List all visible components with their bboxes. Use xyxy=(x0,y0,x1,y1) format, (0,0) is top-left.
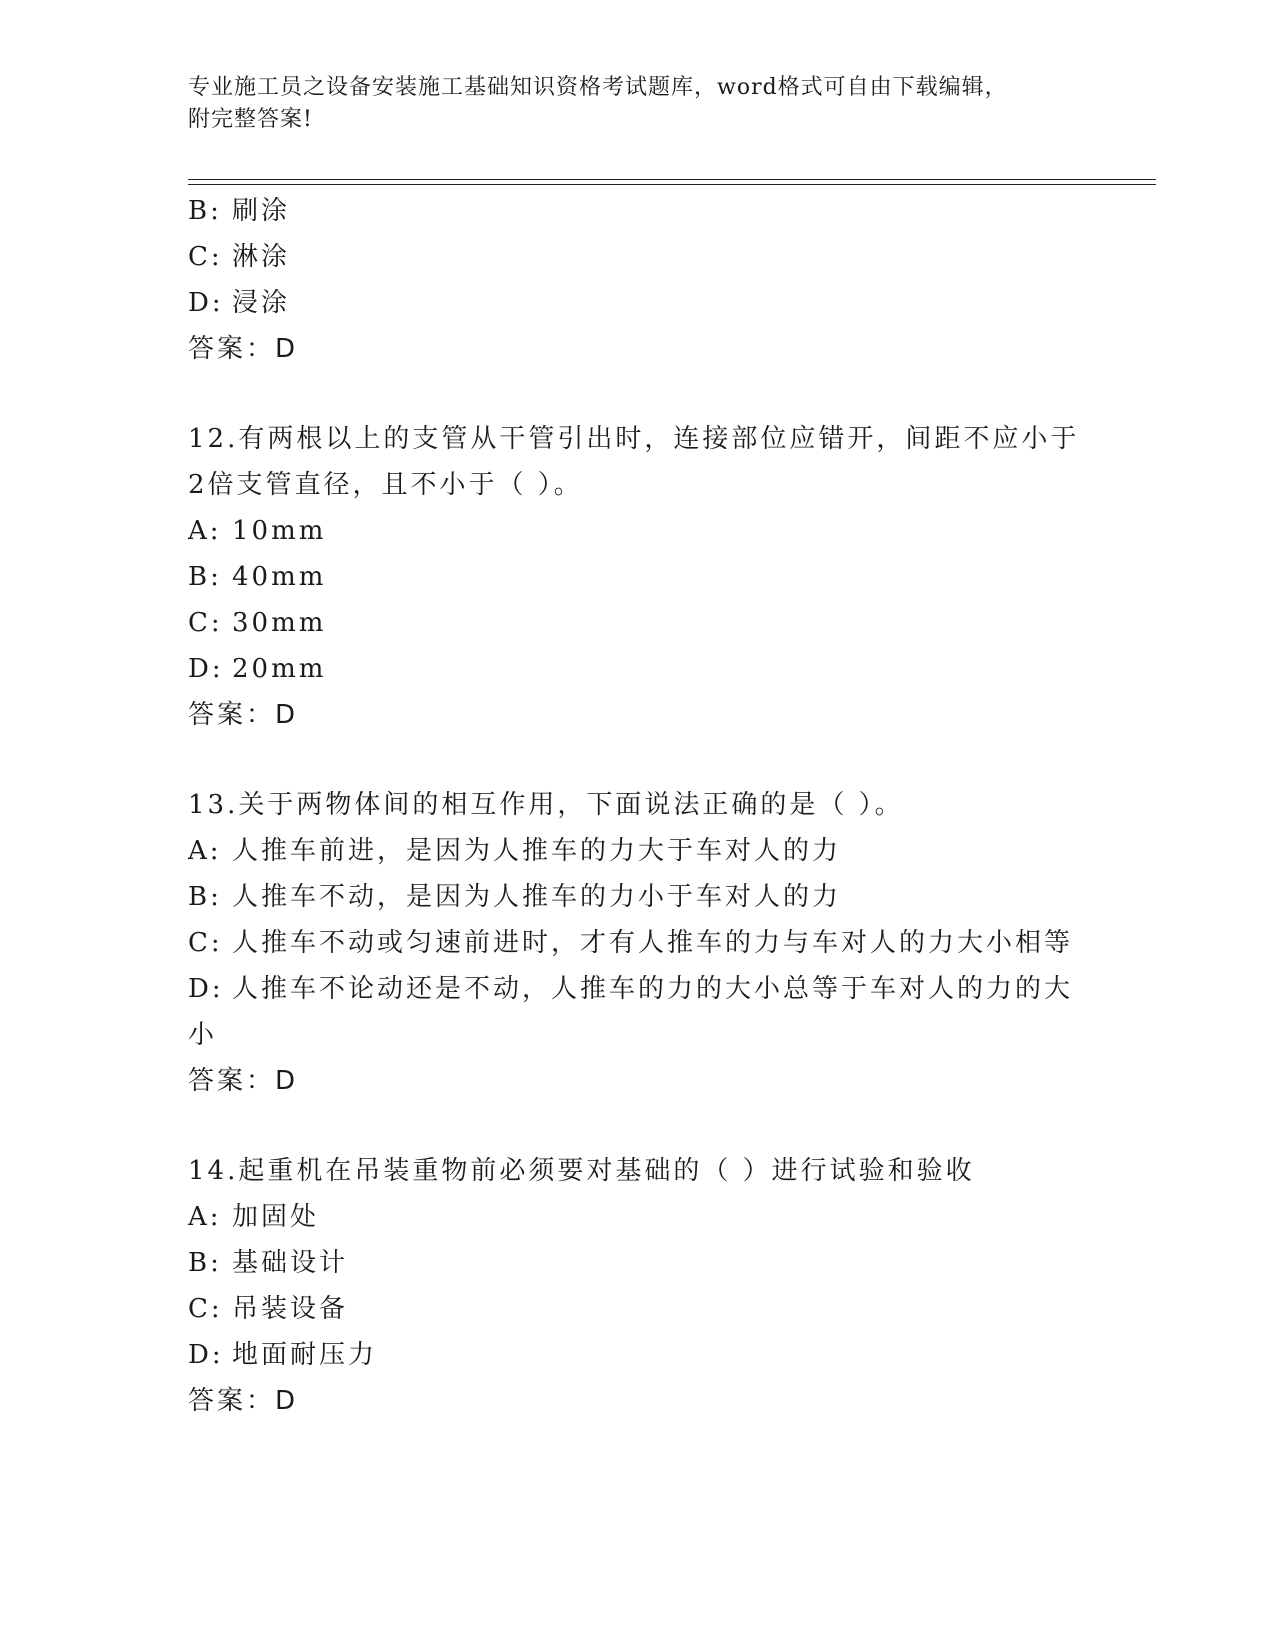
question-12 xyxy=(188,416,1088,738)
header-rule-top xyxy=(188,179,1156,180)
header-line-2: 附完整答案! xyxy=(188,107,313,132)
option-d: D: 地面耐压力 xyxy=(188,1340,378,1370)
header-rule-bottom xyxy=(188,184,1156,185)
answer: 答案：D xyxy=(188,700,299,730)
option-d-cont: 小 xyxy=(188,1020,218,1050)
option-a: A: 加固处 xyxy=(188,1202,320,1232)
question-13 xyxy=(188,782,1088,1104)
option-d: D: 20mm xyxy=(188,654,327,684)
option-a: A: 10mm xyxy=(188,516,327,546)
question-text-cont: 2倍支管直径，且不小于（ ）。 xyxy=(188,470,583,500)
option-a: A: 人推车前进，是因为人推车的力大于车对人的力 xyxy=(188,836,842,866)
question-text: 13.关于两物体间的相互作用，下面说法正确的是（ ）。 xyxy=(188,790,904,820)
option-c: C: 淋涂 xyxy=(188,242,291,272)
question-14 xyxy=(188,1148,1088,1424)
answer: 答案：D xyxy=(188,334,299,364)
document-header xyxy=(188,72,1088,136)
option-d: D: 人推车不论动还是不动，人推车的力的大小总等于车对人的力的大 xyxy=(188,974,1074,1004)
option-d: D: 浸涂 xyxy=(188,288,291,318)
option-b: B: 刷涂 xyxy=(188,196,291,226)
question-text: 12.有两根以上的支管从干管引出时，连接部位应错开，间距不应小于 xyxy=(188,424,1080,454)
option-c: C: 人推车不动或匀速前进时，才有人推车的力与车对人的力大小相等 xyxy=(188,928,1074,958)
answer: 答案：D xyxy=(188,1386,299,1416)
option-b: B: 人推车不动，是因为人推车的力小于车对人的力 xyxy=(188,882,842,912)
question-text: 14.起重机在吊装重物前必须要对基础的（ ）进行试验和验收 xyxy=(188,1156,975,1186)
answer: 答案：D xyxy=(188,1066,299,1096)
option-b: B: 基础设计 xyxy=(188,1248,349,1278)
document-body xyxy=(188,188,1088,1424)
option-c: C: 30mm xyxy=(188,608,327,638)
header-line-1: 专业施工员之设备安装施工基础知识资格考试题库，word格式可自由下载编辑， xyxy=(188,75,1008,100)
option-c: C: 吊装设备 xyxy=(188,1294,349,1324)
option-b: B: 40mm xyxy=(188,562,327,592)
